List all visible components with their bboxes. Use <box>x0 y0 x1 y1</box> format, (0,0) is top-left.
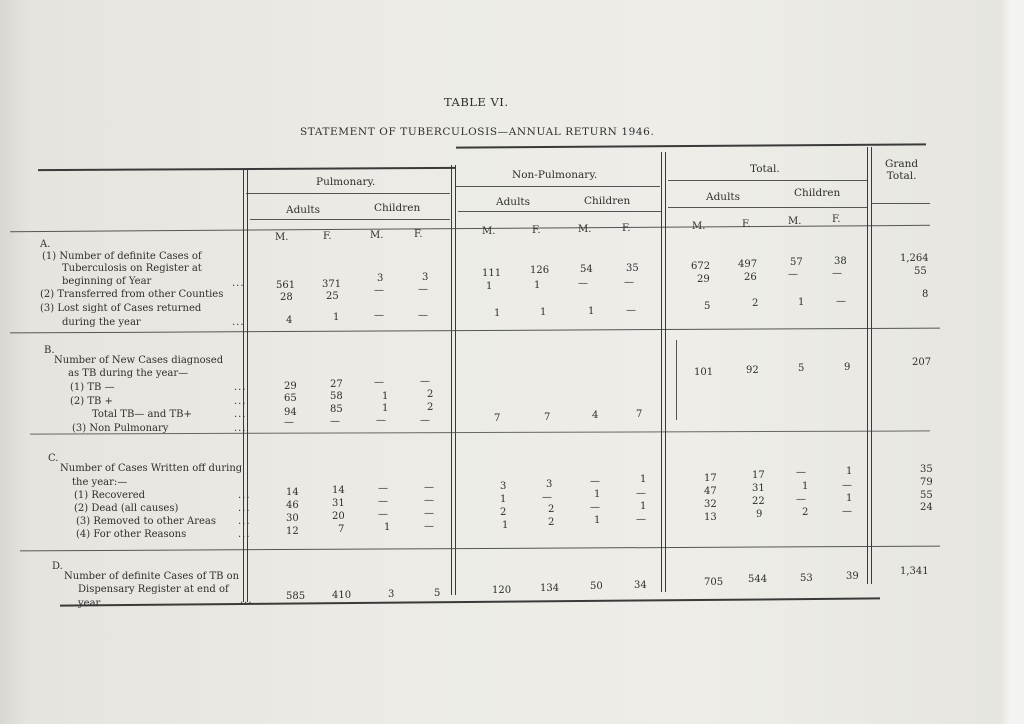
cell-c1-np-am: 3 <box>500 481 507 492</box>
cell-a1-tot-cm: 57 <box>790 257 803 268</box>
cell-c3-tot-cm: — <box>796 494 806 505</box>
cell-a1-np-cm: 54 <box>580 264 593 275</box>
section-c-line4: (2) Dead (all causes) <box>74 503 179 514</box>
cell-a3-tot-am: 5 <box>704 301 711 312</box>
section-b-line6: (3) Non Pulmonary <box>72 423 169 434</box>
cell-a3-pulm-cf: — <box>418 310 428 321</box>
cell-c4-tot-cf: — <box>842 506 852 517</box>
grand-subrule <box>872 203 930 204</box>
cell-c2-np-cf: — <box>636 488 646 499</box>
cell-c1-pulm-af: 14 <box>332 485 345 496</box>
cell-a2-pulm-cm: — <box>374 285 384 296</box>
cell-d-pulm-am: 585 <box>286 591 306 602</box>
cell-b2-pulm-cf: 2 <box>427 389 434 400</box>
section-a-line2: Tuberculosis on Register at <box>62 263 202 274</box>
cell-btotal-tot-am: 101 <box>694 367 714 378</box>
section-b-line5: Total TB— and TB+ <box>92 409 192 420</box>
section-a-line5: (3) Lost sight of Cases returned <box>40 303 202 314</box>
cell-c2-pulm-cf: — <box>424 495 434 506</box>
section-c-dots4: ... <box>238 529 251 540</box>
cell-c2-tot-af: 31 <box>752 483 765 494</box>
cell-a3-pulm-am: 4 <box>286 315 293 326</box>
cell-c1-np-cf: 1 <box>640 474 647 485</box>
cell-c4-np-am: 1 <box>502 520 509 531</box>
cell-btotal-pulm-am: 94 <box>284 407 297 418</box>
cell-btotal-pulm-af: 85 <box>330 404 343 415</box>
header-nonpulm-children-f: F. <box>622 223 631 234</box>
cell-d-np-am: 120 <box>492 585 512 596</box>
b-bracket <box>676 340 677 420</box>
section-c-dots2: ... <box>238 503 251 514</box>
header-nonpulm-adults: Adults <box>496 196 531 208</box>
cell-c2-grand: 79 <box>920 477 933 488</box>
cell-a3-np-cm: 1 <box>588 306 595 317</box>
section-c-line3: (1) Recovered <box>74 490 146 501</box>
rule-c <box>20 546 940 552</box>
section-d-line1: Number of definite Cases of TB on <box>64 571 240 582</box>
bottom-rule <box>60 597 880 606</box>
header-nonpulm-adults-m: M. <box>482 226 496 237</box>
header-pulm-children: Children <box>374 202 421 214</box>
cell-b1-pulm-am: 29 <box>284 381 297 392</box>
total-subrule <box>668 180 868 181</box>
vrule-3a <box>661 152 662 592</box>
cell-a1-np-af: 126 <box>530 265 550 276</box>
section-b-dots4: ... <box>234 423 247 434</box>
cell-c2-pulm-cm: — <box>378 496 388 507</box>
cell-c1-grand: 35 <box>920 464 933 475</box>
cell-c4-tot-am: 13 <box>704 512 717 523</box>
section-b-dots3: ... <box>234 409 247 420</box>
cell-a1-pulm-am: 561 <box>276 280 296 291</box>
cell-c2-np-cm: 1 <box>594 489 601 500</box>
cell-b2-pulm-cm: 1 <box>382 391 389 402</box>
section-b-dots1: ... <box>234 382 247 393</box>
cell-d-grand: 1,341 <box>900 566 929 577</box>
cell-d-pulm-cf: 5 <box>434 588 441 599</box>
cell-a2-pulm-am: 28 <box>280 292 293 303</box>
cell-c3-np-af: 2 <box>548 504 555 515</box>
header-pulm-children-f: F. <box>414 229 423 240</box>
pulm-subrule2 <box>250 219 450 220</box>
cell-d-tot-af: 544 <box>748 574 768 585</box>
cell-d-np-af: 134 <box>540 583 560 594</box>
cell-b3-pulm-af: — <box>330 416 340 427</box>
cell-c1-tot-cm: — <box>796 467 806 478</box>
section-c-dots1: ... <box>238 490 251 501</box>
section-c-dots3: ... <box>238 516 251 527</box>
section-b-line3: (1) TB — <box>70 382 115 393</box>
cell-c4-tot-af: 9 <box>756 509 763 520</box>
cell-a3-np-cf: — <box>626 305 636 316</box>
section-d-dots: ... <box>240 595 253 606</box>
section-b-line4: (2) TB + <box>70 396 113 407</box>
header-total-children-m: M. <box>788 216 802 227</box>
cell-c2-pulm-am: 46 <box>286 500 299 511</box>
cell-b3-pulm-am: — <box>284 417 294 428</box>
cell-a3-pulm-cm: — <box>374 310 384 321</box>
header-pulm-adults: Adults <box>286 204 321 216</box>
top-rule-right <box>456 143 926 148</box>
header-total: Total. <box>750 163 780 175</box>
header-pulmonary: Pulmonary. <box>316 176 376 188</box>
vrule-2b <box>455 165 456 595</box>
cell-a3-tot-cf: — <box>836 296 846 307</box>
section-a-line3: beginning of Year <box>62 276 152 287</box>
cell-d-np-cm: 50 <box>590 581 603 592</box>
cell-c1-pulm-cf: — <box>424 482 434 493</box>
cell-a1-tot-am: 672 <box>691 261 711 272</box>
cell-a3-pulm-af: 1 <box>333 312 340 323</box>
cell-c3-pulm-cf: — <box>424 508 434 519</box>
cell-c1-tot-af: 17 <box>752 470 765 481</box>
header-non-pulmonary: Non-Pulmonary. <box>512 169 598 181</box>
cell-c3-tot-cf: 1 <box>846 493 853 504</box>
cell-a1-pulm-cf: 3 <box>422 272 429 283</box>
cell-c4-pulm-cf: — <box>424 521 434 532</box>
cell-b3-np-am: 7 <box>494 413 501 424</box>
cell-btotal-pulm-cf: 2 <box>427 402 434 413</box>
cell-c4-np-cm: 1 <box>594 515 601 526</box>
header-total-adults: Adults <box>706 191 741 203</box>
header-total-adults-m: M. <box>692 221 706 232</box>
section-c-line1: Number of Cases Written off during <box>60 463 243 474</box>
cell-btotal-grand: 207 <box>912 357 932 368</box>
cell-c4-pulm-am: 12 <box>286 526 299 537</box>
cell-c3-tot-am: 32 <box>704 499 717 510</box>
cell-c1-np-cm: — <box>590 476 600 487</box>
cell-b1-pulm-af: 27 <box>330 379 343 390</box>
cell-a1-grand: 1,264 <box>900 253 929 264</box>
header-pulm-adults-f: F. <box>323 231 332 242</box>
cell-a2-tot-am: 29 <box>697 274 710 285</box>
cell-d-tot-cf: 39 <box>846 571 859 582</box>
cell-a2-tot-cm: — <box>788 269 798 280</box>
section-a-letter: A. <box>40 239 51 250</box>
cell-c1-tot-cf: 1 <box>846 466 853 477</box>
nonpulm-subrule <box>456 186 660 187</box>
cell-c2-tot-cf: — <box>842 480 852 491</box>
header-total-children-f: F. <box>832 214 841 225</box>
cell-a2-pulm-cf: — <box>418 284 428 295</box>
table-title: TABLE VI. <box>444 95 509 109</box>
section-a-dots2: ... <box>232 317 245 328</box>
cell-d-pulm-cm: 3 <box>388 589 395 600</box>
cell-b1-pulm-cf: — <box>420 376 430 387</box>
cell-c3-grand: 55 <box>920 490 933 501</box>
section-b-line2: as TB during the year— <box>68 368 189 379</box>
cell-d-np-cf: 34 <box>634 580 647 591</box>
pulm-subrule <box>246 193 450 194</box>
cell-a2-tot-cf: — <box>832 268 842 279</box>
cell-a2-np-af: 1 <box>534 280 541 291</box>
section-c-line2: the year:— <box>72 477 128 488</box>
header-pulm-adults-m: M. <box>275 232 289 243</box>
cell-a2-grand: 55 <box>914 266 927 277</box>
cell-d-tot-am: 705 <box>704 577 724 588</box>
cell-c3-tot-af: 22 <box>752 496 765 507</box>
cell-b2-pulm-am: 65 <box>284 393 297 404</box>
cell-a3-tot-cm: 1 <box>798 297 805 308</box>
cell-a3-grand: 8 <box>922 289 929 300</box>
cell-a1-tot-af: 497 <box>738 259 758 270</box>
cell-c2-np-am: 1 <box>500 494 507 505</box>
nonpulm-subrule2 <box>458 211 662 212</box>
cell-a2-tot-af: 26 <box>744 272 757 283</box>
header-pulm-children-m: M. <box>370 230 384 241</box>
section-a-line6: during the year <box>62 317 141 328</box>
cell-c2-tot-cm: 1 <box>802 481 809 492</box>
cell-a1-pulm-cm: 3 <box>377 273 384 284</box>
cell-a2-np-cm: — <box>578 278 588 289</box>
section-a-dots1: ... <box>232 278 245 289</box>
vrule-4b <box>871 147 872 584</box>
cell-a1-tot-cf: 38 <box>834 256 847 267</box>
cell-c1-pulm-am: 14 <box>286 487 299 498</box>
vrule-3b <box>665 152 666 592</box>
vrule-4a <box>867 147 868 584</box>
cell-c3-pulm-af: 20 <box>332 511 345 522</box>
cell-b3-np-cf: 7 <box>636 409 643 420</box>
cell-b3-np-cm: 4 <box>592 410 599 421</box>
total-subrule2 <box>668 207 868 208</box>
header-nonpulm-children: Children <box>584 195 631 207</box>
cell-b3-np-af: 7 <box>544 412 551 423</box>
cell-c4-pulm-af: 7 <box>338 524 345 535</box>
cell-b1-pulm-cm: — <box>374 377 384 388</box>
cell-a3-np-af: 1 <box>540 307 547 318</box>
section-c-line6: (4) For other Reasons <box>76 529 187 540</box>
cell-c1-tot-am: 17 <box>704 473 717 484</box>
cell-b3-pulm-cm: — <box>376 415 386 426</box>
header-total-children: Children <box>794 187 841 199</box>
cell-c4-np-af: 2 <box>548 517 555 528</box>
cell-a2-np-am: 1 <box>486 281 493 292</box>
cell-b3-pulm-cf: — <box>420 415 430 426</box>
table-subtitle: STATEMENT OF TUBERCULOSIS—ANNUAL RETURN 1946. <box>300 126 655 138</box>
cell-c2-tot-am: 47 <box>704 486 717 497</box>
cell-c2-pulm-af: 31 <box>332 498 345 509</box>
vrule-2a <box>451 165 452 595</box>
cell-a3-np-am: 1 <box>494 308 501 319</box>
section-d-letter: D. <box>52 561 63 572</box>
cell-c1-np-af: 3 <box>546 479 553 490</box>
cell-c4-np-cf: — <box>636 514 646 525</box>
section-b-letter: B. <box>44 345 55 356</box>
cell-a1-np-am: 111 <box>482 268 502 279</box>
cell-c3-np-cf: 1 <box>640 501 647 512</box>
header-nonpulm-children-m: M. <box>578 224 592 235</box>
section-c-line5: (3) Removed to other Areas <box>76 516 217 527</box>
section-a-line1: (1) Number of definite Cases of <box>42 251 202 262</box>
cell-c3-np-cm: — <box>590 502 600 513</box>
cell-c3-pulm-am: 30 <box>286 513 299 524</box>
section-c-letter: C. <box>48 453 59 464</box>
cell-btotal-tot-cf: 9 <box>844 362 851 373</box>
cell-c2-np-af: — <box>542 492 552 503</box>
cell-a1-pulm-af: 371 <box>322 279 342 290</box>
cell-btotal-pulm-cm: 1 <box>382 403 389 414</box>
cell-a3-tot-af: 2 <box>752 298 759 309</box>
cell-b2-pulm-af: 58 <box>330 391 343 402</box>
section-d-line3: year <box>78 598 101 609</box>
cell-c3-pulm-cm: — <box>378 509 388 520</box>
section-a-line4: (2) Transferred from other Counties <box>40 289 224 300</box>
section-b-dots2: ... <box>234 396 247 407</box>
section-d-line2: Dispensary Register at end of <box>78 584 229 595</box>
cell-c4-grand: 24 <box>920 502 933 513</box>
header-total-adults-f: F. <box>742 219 751 230</box>
cell-c3-np-am: 2 <box>500 507 507 518</box>
cell-d-tot-cm: 53 <box>800 573 813 584</box>
cell-c4-tot-cm: 2 <box>802 507 809 518</box>
header-nonpulm-adults-f: F. <box>532 225 541 236</box>
cell-btotal-tot-af: 92 <box>746 365 759 376</box>
cell-a2-pulm-af: 25 <box>326 291 339 302</box>
cell-c1-pulm-cm: — <box>378 483 388 494</box>
rule-a <box>10 328 940 334</box>
section-b-line1: Number of New Cases diagnosed <box>54 355 224 366</box>
cell-a1-np-cf: 35 <box>626 263 639 274</box>
cell-btotal-tot-cm: 5 <box>798 363 805 374</box>
header-grand-total: Grand Total. <box>885 158 919 182</box>
cell-a2-np-cf: — <box>624 277 634 288</box>
cell-d-pulm-af: 410 <box>332 590 352 601</box>
cell-c4-pulm-cm: 1 <box>384 522 391 533</box>
